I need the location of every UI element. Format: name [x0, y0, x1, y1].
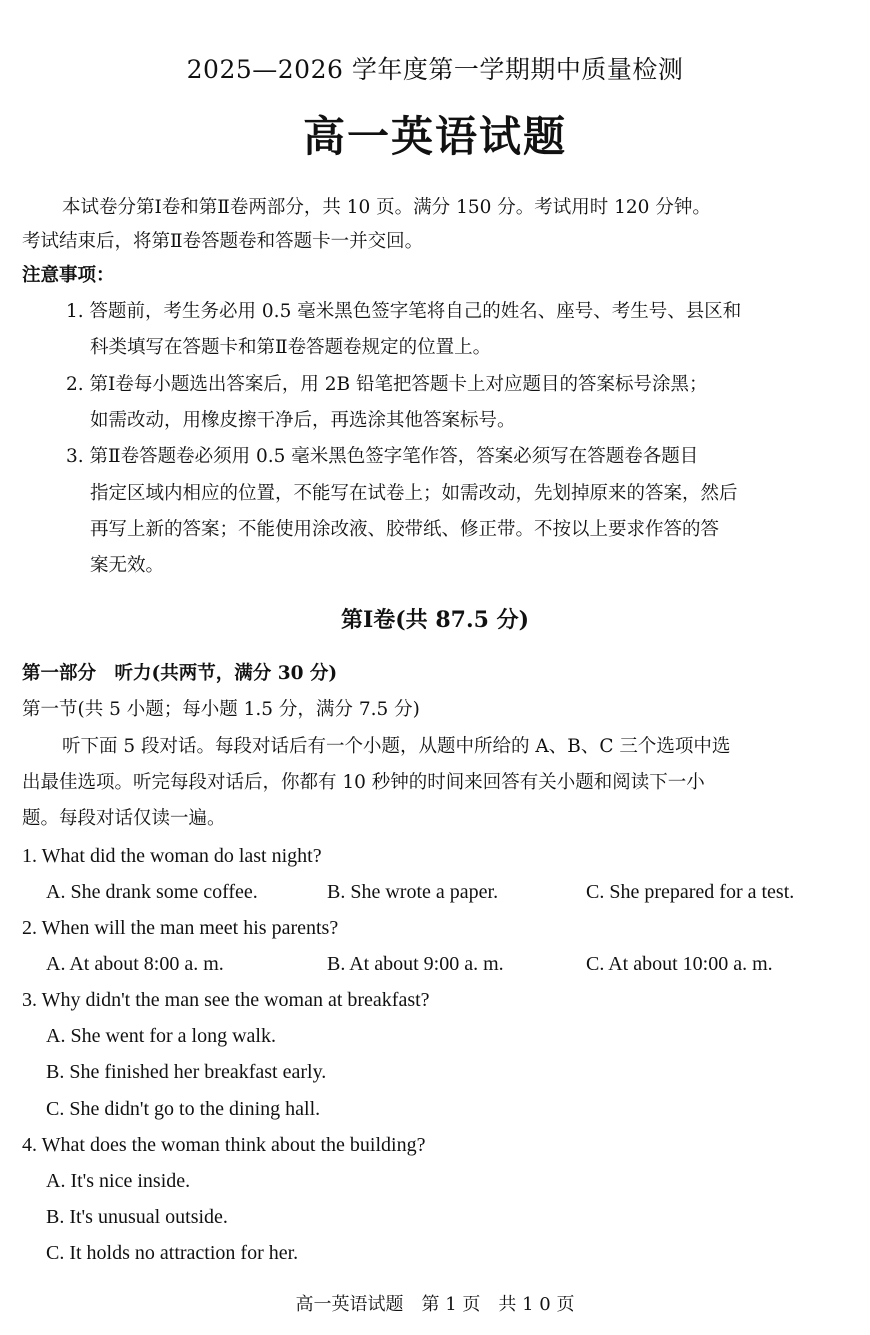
note-3-line-2: 指定区域内相应的位置，不能写在试卷上；如需改动，先划掉原来的答案，然后: [90, 483, 738, 504]
note-3-line-4: 案无效。: [90, 555, 165, 576]
section-1-heading: 第一节(共 5 小题；每小题 1.5 分，满分 7.5 分): [22, 699, 420, 720]
notes-heading: 注意事项：: [22, 265, 115, 286]
question-4-option-c: C. It holds no attraction for her.: [46, 1242, 299, 1264]
exam-subtitle: 2025—2026 学年度第一学期期中质量检测: [186, 55, 684, 84]
listening-instruction-line-1: 听下面 5 段对话。每段对话后有一个小题，从题中所给的 A、B、C 三个选项中选: [62, 736, 731, 757]
note-3-line-1: 3. 第Ⅱ卷答题卷必须用 0.5 毫米黑色签字笔作答，答案必须写在答题卷各题目: [66, 446, 699, 467]
volume-1-title: 第Ⅰ卷(共 87.5 分): [340, 607, 529, 633]
note-2-line-2: 如需改动，用橡皮擦干净后，再选涂其他答案标号。: [90, 410, 516, 431]
note-1-line-1: 1. 答题前，考生务必用 0.5 毫米黑色签字笔将自己的姓名、座号、考生号、县区和: [66, 301, 742, 322]
question-4-stem: 4. What does the woman think about the building?: [22, 1134, 426, 1156]
question-3-option-c: C. She didn't go to the dining hall.: [46, 1098, 321, 1120]
question-1-stem: 1. What did the woman do last night?: [22, 845, 322, 867]
intro-line-2: 考试结束后，将第Ⅱ卷答题卷和答题卡一并交回。: [22, 231, 424, 252]
question-3-option-a: A. She went for a long walk.: [46, 1025, 276, 1047]
page-footer: 高一英语试题 第 1 页 共 1 0 页: [295, 1294, 575, 1315]
question-2-stem: 2. When will the man meet his parents?: [22, 917, 339, 939]
note-3-line-3: 再写上新的答案；不能使用涂改液、胶带纸、修正带。不按以上要求作答的答: [90, 519, 720, 540]
question-4-option-a: A. It's nice inside.: [46, 1170, 191, 1192]
question-3-option-b: B. She finished her breakfast early.: [46, 1061, 327, 1083]
question-1-option-b: B. She wrote a paper.: [327, 881, 499, 903]
note-1-line-2: 科类填写在答题卡和第Ⅱ卷答题卷规定的位置上。: [90, 337, 492, 358]
listening-instruction-line-3: 题。每段对话仅读一遍。: [22, 808, 226, 829]
question-2-option-b: B. At about 9:00 a. m.: [327, 953, 504, 975]
note-2-line-1: 2. 第Ⅰ卷每小题选出答案后，用 2B 铅笔把答题卡上对应题目的答案标号涂黑；: [66, 374, 708, 395]
exam-title: 高一英语试题: [302, 112, 567, 161]
intro-line-1: 本试卷分第Ⅰ卷和第Ⅱ卷两部分，共 10 页。满分 150 分。考试用时 120 分钟。: [62, 197, 711, 218]
question-1-option-c: C. She prepared for a test.: [586, 881, 795, 903]
question-2-option-c: C. At about 10:00 a. m.: [586, 953, 773, 975]
part-1-heading: 第一部分 听力(共两节，满分 30 分): [22, 663, 338, 684]
question-4-option-b: B. It's unusual outside.: [46, 1206, 228, 1228]
question-3-stem: 3. Why didn't the man see the woman at breakfast?: [22, 989, 430, 1011]
question-2-option-a: A. At about 8:00 a. m.: [46, 953, 224, 975]
question-1-option-a: A. She drank some coffee.: [46, 881, 258, 903]
listening-instruction-line-2: 出最佳选项。听完每段对话后，你都有 10 秒钟的时间来回答有关小题和阅读下一小: [22, 772, 705, 793]
